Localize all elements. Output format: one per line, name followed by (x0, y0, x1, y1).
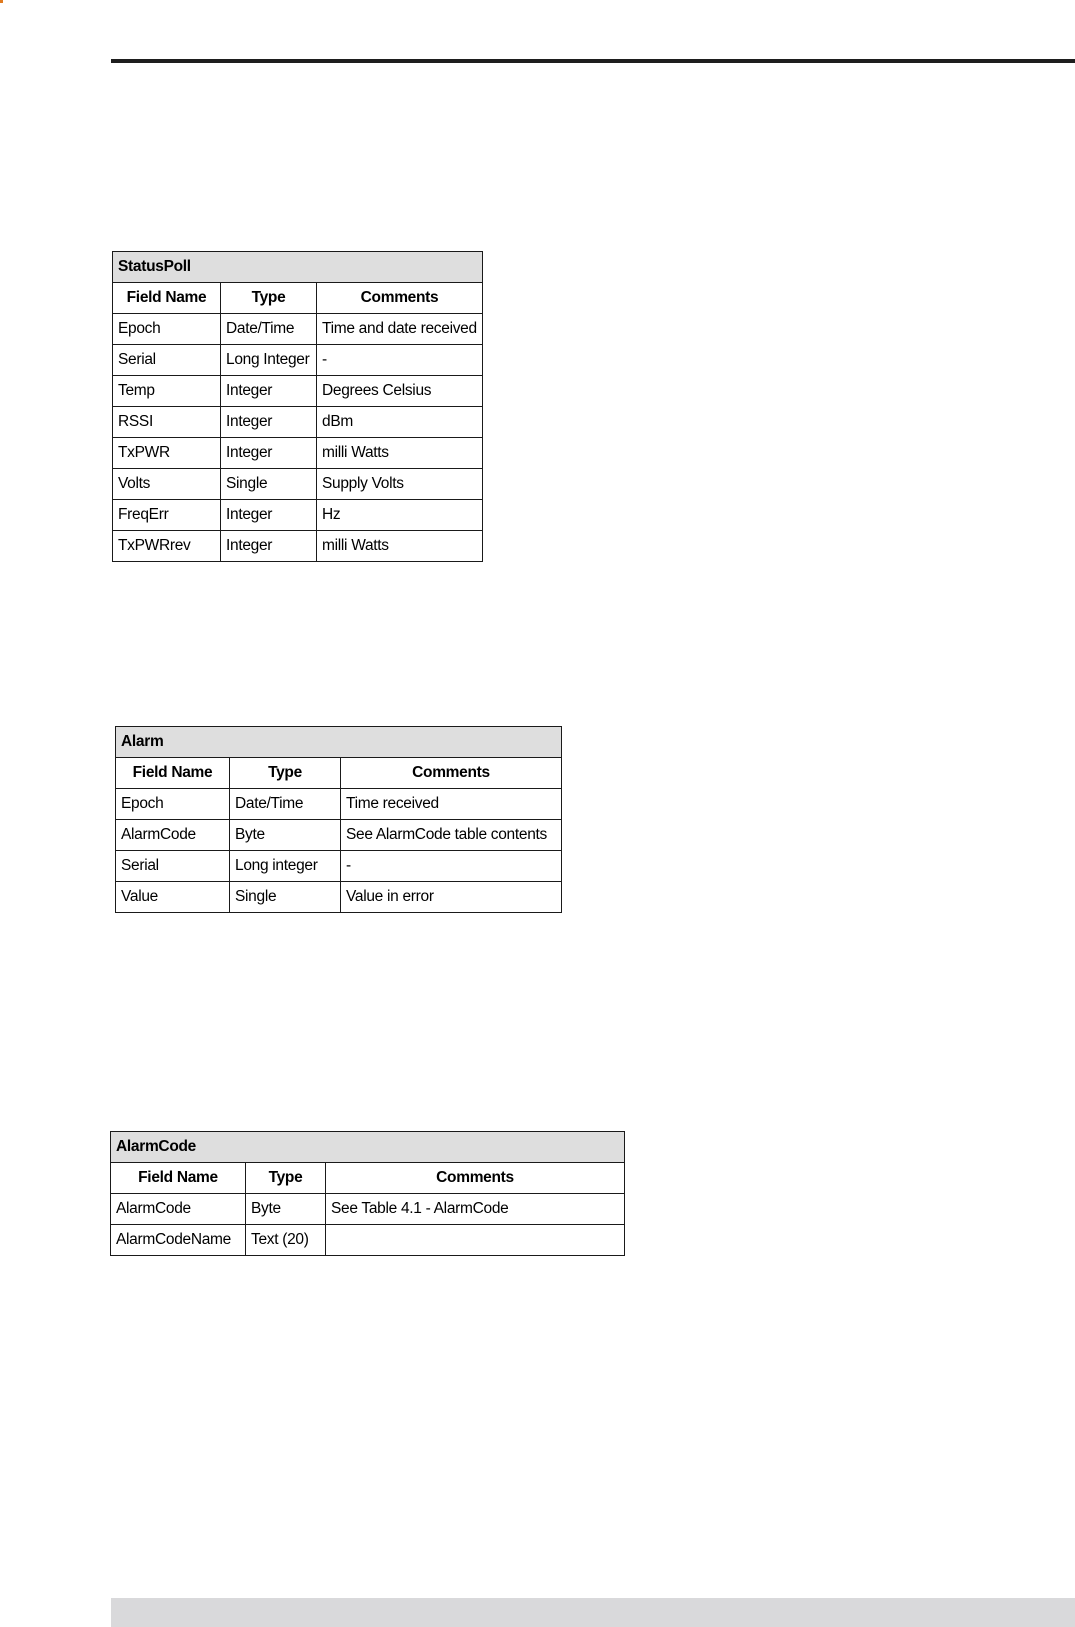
header-rule (111, 59, 1075, 63)
comments-cell: milli Watts (317, 531, 483, 562)
field-name-cell: AlarmCode (116, 820, 230, 851)
type-cell: Integer (221, 407, 317, 438)
field-name-cell: AlarmCodeName (111, 1225, 246, 1256)
type-cell: Integer (221, 531, 317, 562)
table-row (113, 500, 483, 531)
table-row (113, 376, 483, 407)
column-header: Type (221, 283, 317, 314)
comments-cell: See Table 4.1 - AlarmCode (326, 1194, 625, 1225)
comments-cell: Time received (341, 789, 562, 820)
comments-cell: dBm (317, 407, 483, 438)
type-cell: Long integer (230, 851, 341, 882)
field-name-cell: Epoch (113, 314, 221, 345)
table-title: Alarm (116, 727, 562, 758)
field-name-cell: Epoch (116, 789, 230, 820)
field-name-cell: TxPWRrev (113, 531, 221, 562)
comments-cell: See AlarmCode table contents (341, 820, 562, 851)
field-name-cell: Temp (113, 376, 221, 407)
type-cell: Text (20) (246, 1225, 326, 1256)
alarm-table (115, 726, 562, 913)
comments-cell: Value in error (341, 882, 562, 913)
column-header: Field Name (111, 1163, 246, 1194)
table-row (113, 407, 483, 438)
field-name-cell: Value (116, 882, 230, 913)
column-header: Type (230, 758, 341, 789)
field-name-cell: AlarmCode (111, 1194, 246, 1225)
column-header: Comments (326, 1163, 625, 1194)
type-cell: Integer (221, 438, 317, 469)
column-header: Field Name (113, 283, 221, 314)
comments-cell: Supply Volts (317, 469, 483, 500)
field-name-cell: FreqErr (113, 500, 221, 531)
type-cell: Integer (221, 376, 317, 407)
table-title: AlarmCode (111, 1132, 625, 1163)
type-cell: Date/Time (221, 314, 317, 345)
table-row (113, 314, 483, 345)
type-cell: Byte (246, 1194, 326, 1225)
type-cell: Integer (221, 500, 317, 531)
comments-cell: - (317, 345, 483, 376)
table-row (111, 1194, 625, 1225)
field-name-cell: Serial (113, 345, 221, 376)
footer-band (111, 1598, 1075, 1627)
type-cell: Single (221, 469, 317, 500)
field-name-cell: Volts (113, 469, 221, 500)
field-name-cell: TxPWR (113, 438, 221, 469)
comments-cell: Degrees Celsius (317, 376, 483, 407)
type-cell: Date/Time (230, 789, 341, 820)
type-cell: Long Integer (221, 345, 317, 376)
field-name-cell: RSSI (113, 407, 221, 438)
corner-mark (0, 0, 3, 3)
table-row (116, 882, 562, 913)
column-header: Type (246, 1163, 326, 1194)
comments-cell: Hz (317, 500, 483, 531)
statuspoll-table (112, 251, 483, 562)
table-title: StatusPoll (113, 252, 483, 283)
table-row (116, 820, 562, 851)
comments-cell: Time and date received (317, 314, 483, 345)
table-row (113, 531, 483, 562)
alarmcode-table (110, 1131, 625, 1256)
comments-cell (326, 1225, 625, 1256)
table-row (113, 469, 483, 500)
type-cell: Single (230, 882, 341, 913)
table-row (113, 438, 483, 469)
field-name-cell: Serial (116, 851, 230, 882)
comments-cell: - (341, 851, 562, 882)
column-header: Comments (317, 283, 483, 314)
table-row (111, 1225, 625, 1256)
table-row (116, 851, 562, 882)
table-row (113, 345, 483, 376)
column-header: Comments (341, 758, 562, 789)
table-row (116, 789, 562, 820)
column-header: Field Name (116, 758, 230, 789)
comments-cell: milli Watts (317, 438, 483, 469)
type-cell: Byte (230, 820, 341, 851)
